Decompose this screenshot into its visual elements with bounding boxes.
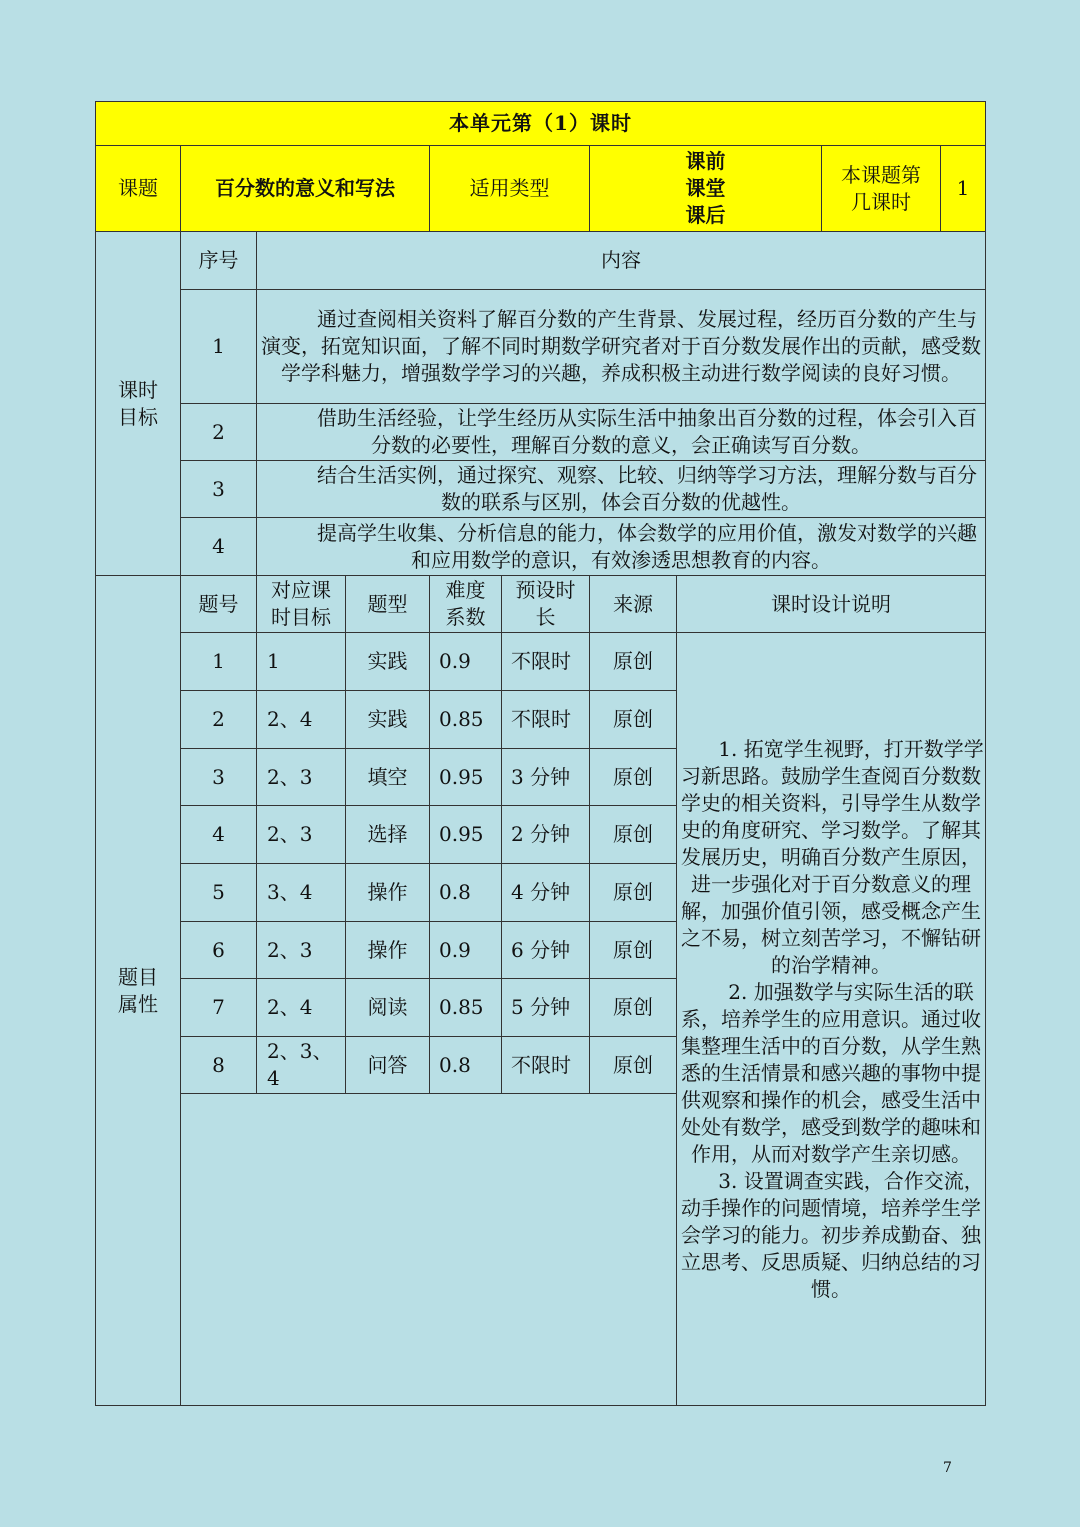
question-difficulty: 0.8 bbox=[430, 1037, 502, 1094]
goals-col-no: 序号 bbox=[181, 232, 257, 290]
question-goal: 1 bbox=[257, 633, 346, 691]
lesson-number-value: 1 bbox=[941, 146, 986, 232]
question-source: 原创 bbox=[590, 1037, 677, 1094]
question-source: 原创 bbox=[590, 864, 677, 922]
questions-col-source: 来源 bbox=[590, 576, 677, 633]
question-goal: 2、4 bbox=[257, 691, 346, 749]
question-source: 原创 bbox=[590, 979, 677, 1037]
question-time: 6 分钟 bbox=[502, 922, 590, 979]
question-difficulty: 0.9 bbox=[430, 922, 502, 979]
question-no: 6 bbox=[181, 922, 257, 979]
question-time: 4 分钟 bbox=[502, 864, 590, 922]
question-time: 不限时 bbox=[502, 691, 590, 749]
question-type: 选择 bbox=[346, 806, 430, 864]
question-difficulty: 0.95 bbox=[430, 806, 502, 864]
lesson-number-label-text: 本课题第几课时 bbox=[841, 162, 921, 214]
question-goal: 2、3 bbox=[257, 749, 346, 806]
goal-no: 4 bbox=[181, 518, 257, 576]
question-no: 2 bbox=[181, 691, 257, 749]
question-source: 原创 bbox=[590, 749, 677, 806]
question-difficulty: 0.8 bbox=[430, 864, 502, 922]
questions-col-goal: 对应课时目标 bbox=[257, 576, 346, 633]
applicable-type-during: 课堂 bbox=[685, 176, 726, 200]
page-title: 本单元第（1）课时 bbox=[96, 102, 986, 146]
questions-col-time: 预设时长 bbox=[502, 576, 590, 633]
question-no: 1 bbox=[181, 633, 257, 691]
empty-filler-cell bbox=[181, 1094, 677, 1406]
page-number: 7 bbox=[943, 1460, 952, 1476]
question-no: 4 bbox=[181, 806, 257, 864]
question-time: 3 分钟 bbox=[502, 749, 590, 806]
questions-col-difficulty: 难度系数 bbox=[430, 576, 502, 633]
question-goal: 3、4 bbox=[257, 864, 346, 922]
question-type: 实践 bbox=[346, 633, 430, 691]
topic-title: 百分数的意义和写法 bbox=[181, 146, 430, 232]
question-no: 5 bbox=[181, 864, 257, 922]
question-type: 操作 bbox=[346, 864, 430, 922]
question-type: 实践 bbox=[346, 691, 430, 749]
lesson-number-label bbox=[822, 146, 941, 232]
question-goal: 2、4 bbox=[257, 979, 346, 1037]
applicable-type-after: 课后 bbox=[685, 203, 726, 227]
goal-no: 3 bbox=[181, 461, 257, 518]
question-type: 操作 bbox=[346, 922, 430, 979]
question-time: 2 分钟 bbox=[502, 806, 590, 864]
topic-label: 课题 bbox=[96, 146, 181, 232]
question-type: 填空 bbox=[346, 749, 430, 806]
goals-col-content: 内容 bbox=[257, 232, 986, 290]
question-source: 原创 bbox=[590, 691, 677, 749]
questions-col-note: 课时设计说明 bbox=[677, 576, 986, 633]
question-goal: 2、3 bbox=[257, 806, 346, 864]
question-source: 原创 bbox=[590, 922, 677, 979]
question-no: 7 bbox=[181, 979, 257, 1037]
design-note-3: 3. 设置调查实践，合作交流，动手操作的问题情境，培养学生学会学习的能力。初步养成勤奋、独立思考、反思质疑、归纳总结的习惯。 bbox=[681, 1168, 984, 1301]
question-difficulty: 0.95 bbox=[430, 749, 502, 806]
goal-no: 2 bbox=[181, 404, 257, 461]
question-goal: 2、3、4 bbox=[257, 1037, 346, 1094]
goals-section-label bbox=[96, 232, 181, 576]
applicable-type-before: 课前 bbox=[685, 149, 726, 173]
lesson-plan-table bbox=[95, 101, 986, 1406]
questions-section-label-text: 题目属性 bbox=[118, 964, 158, 1016]
questions-section-label bbox=[96, 576, 181, 1406]
question-time: 不限时 bbox=[502, 633, 590, 691]
question-difficulty: 0.85 bbox=[430, 979, 502, 1037]
question-no: 8 bbox=[181, 1037, 257, 1094]
goal-text: 通过查阅相关资料了解百分数的产生背景、发展过程，经历百分数的产生与演变，拓宽知识面，了解不同时期数学研究者对于百分数发展作出的贡献，感受数学学科魅力，增强数学学习的兴趣，养成积极主动进行数学阅读的良好习惯。 bbox=[257, 290, 986, 404]
questions-col-type: 题型 bbox=[346, 576, 430, 633]
question-time: 不限时 bbox=[502, 1037, 590, 1094]
design-note-1: 1. 拓宽学生视野，打开数学学习新思路。鼓励学生查阅百分数数学史的相关资料，引导学生从数学史的角度研究、学习数学。了解其发展历史，明确百分数产生原因，进一步强化对于百分数意义的理解，加强价值引领，感受概念产生之不易，树立刻苦学习，不懈钻研的治学精神。 bbox=[681, 736, 984, 977]
question-source: 原创 bbox=[590, 633, 677, 691]
goals-section-label-text: 课时目标 bbox=[118, 377, 158, 429]
question-type: 阅读 bbox=[346, 979, 430, 1037]
question-type: 问答 bbox=[346, 1037, 430, 1094]
applicable-type-label: 适用类型 bbox=[430, 146, 590, 232]
questions-col-no: 题号 bbox=[181, 576, 257, 633]
question-time: 5 分钟 bbox=[502, 979, 590, 1037]
question-goal: 2、3 bbox=[257, 922, 346, 979]
goal-no: 1 bbox=[181, 290, 257, 404]
question-source: 原创 bbox=[590, 806, 677, 864]
question-difficulty: 0.9 bbox=[430, 633, 502, 691]
design-notes bbox=[677, 633, 986, 1406]
goal-text: 结合生活实例，通过探究、观察、比较、归纳等学习方法，理解分数与百分数的联系与区别，体会百分数的优越性。 bbox=[257, 461, 986, 518]
design-note-2: 2. 加强数学与实际生活的联系，培养学生的应用意识。通过收集整理生活中的百分数，从学生熟悉的生活情景和感兴趣的事物中提供观察和操作的机会，感受生活中处处有数学，感受到数学的趣味和作用，从而对数学产生亲切感。 bbox=[681, 979, 981, 1166]
goal-text: 提高学生收集、分析信息的能力，体会数学的应用价值，激发对数学的兴趣和应用数学的意识，有效渗透思想教育的内容。 bbox=[257, 518, 986, 576]
question-no: 3 bbox=[181, 749, 257, 806]
goal-text: 借助生活经验，让学生经历从实际生活中抽象出百分数的过程，体会引入百分数的必要性，理解百分数的意义，会正确读写百分数。 bbox=[257, 404, 986, 461]
applicable-type-values bbox=[590, 146, 822, 232]
question-difficulty: 0.85 bbox=[430, 691, 502, 749]
